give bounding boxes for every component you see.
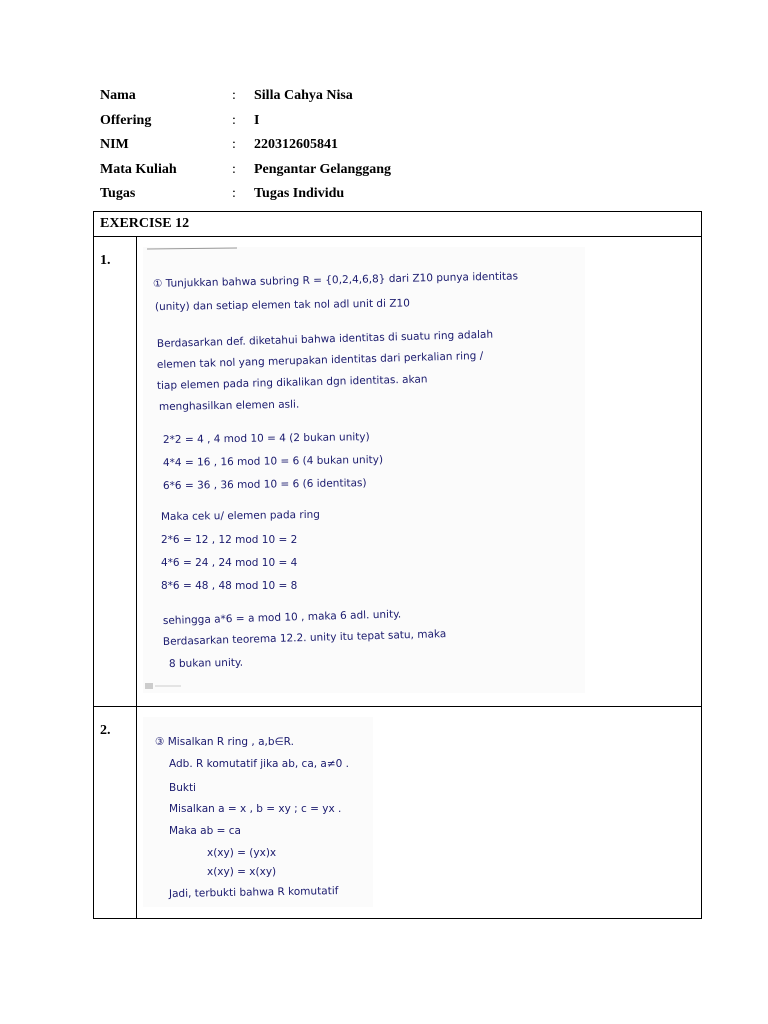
- hw-line: ① Tunjukkan bahwa subring R = {0,2,4,6,8} dari Z10 punya identitas: [152, 270, 519, 290]
- info-row-nim: [100, 133, 391, 158]
- info-colon: :: [232, 112, 236, 128]
- exercise-table: [93, 211, 702, 919]
- info-label: Tugas: [100, 186, 136, 202]
- hw-line: 4*4 = 16 , 16 mod 10 = 6 (4 bukan unity): [162, 453, 384, 469]
- exercise-title: EXERCISE 12: [94, 212, 702, 237]
- info-value: Tugas Individu: [254, 186, 345, 202]
- problem-number: 1.: [100, 253, 111, 268]
- hw-line: 8*6 = 48 , 48 mod 10 = 8: [161, 580, 298, 592]
- hw-line: Adb. R komutatif jika ab, ca, a≠0 .: [169, 758, 350, 770]
- handwritten-answer-1: [137, 237, 702, 707]
- info-row-offering: [100, 109, 391, 134]
- info-label: NIM: [100, 137, 129, 153]
- info-label: Offering: [100, 112, 152, 128]
- scanned-page-2: [137, 707, 701, 913]
- info-value: 220312605841: [254, 137, 338, 153]
- info-label: Nama: [100, 88, 136, 104]
- info-row-nama: [100, 84, 391, 109]
- scan-background: [143, 247, 585, 693]
- hw-line: Maka ab = ca: [169, 825, 241, 837]
- hw-line: Jadi, terbukti bahwa R komutatif: [168, 885, 339, 900]
- problem-number-cell: [94, 237, 137, 707]
- hw-line: tiap elemen pada ring dikalikan dgn identitas. akan: [156, 373, 428, 392]
- hw-line: menghasilkan elemen asli.: [158, 398, 300, 413]
- hw-line: 2*6 = 12 , 12 mod 10 = 2: [161, 534, 298, 546]
- handwritten-answer-2: [137, 707, 702, 919]
- hw-line: 8 bukan unity.: [168, 656, 244, 670]
- hw-line: x(xy) = x(xy): [207, 866, 277, 878]
- hw-line: 6*6 = 36 , 36 mod 10 = 6 (6 identitas): [162, 477, 367, 492]
- scanned-page-1: [137, 237, 701, 701]
- hw-line: Berdasarkan def. diketahui bahwa identitas di suatu ring adalah: [156, 328, 494, 350]
- hw-line: 4*6 = 24 , 24 mod 10 = 4: [161, 557, 298, 569]
- info-row-tugas: [100, 182, 391, 207]
- info-value: I: [254, 112, 260, 128]
- info-colon: :: [232, 137, 236, 153]
- hw-line: Bukti: [169, 782, 196, 794]
- hw-line: x(xy) = (yx)x: [207, 847, 277, 859]
- info-label: Mata Kuliah: [100, 161, 177, 177]
- student-info-table: [100, 84, 391, 207]
- hw-line: Berdasarkan teorema 12.2. unity itu tepat satu, maka: [162, 628, 447, 648]
- problem-number: 2.: [100, 723, 111, 738]
- problem-row-2: [94, 707, 702, 919]
- info-colon: :: [232, 88, 236, 104]
- hw-line: (unity) dan setiap elemen tak nol adl unit di Z10: [154, 297, 410, 313]
- info-colon: :: [232, 186, 236, 202]
- info-value: Pengantar Gelanggang: [254, 161, 392, 177]
- info-colon: :: [232, 161, 236, 177]
- problem-number-cell: [94, 707, 137, 919]
- problem-row-1: [94, 237, 702, 707]
- hw-line: Maka cek u/ elemen pada ring: [160, 508, 320, 523]
- hw-line: sehingga a*6 = a mod 10 , maka 6 adl. unity.: [162, 608, 402, 627]
- exercise-header-row: [94, 212, 702, 237]
- hw-line: elemen tak nol yang merupakan identitas dari perkalian ring /: [156, 349, 484, 371]
- hw-line: ③ Misalkan R ring , a,b∈R.: [155, 736, 294, 748]
- info-row-mata-kuliah: [100, 158, 391, 183]
- hw-line: Misalkan a = x , b = xy ; c = yx .: [169, 803, 342, 815]
- hw-line: 2*2 = 4 , 4 mod 10 = 4 (2 bukan unity): [162, 431, 370, 446]
- info-value: Silla Cahya Nisa: [254, 88, 353, 104]
- scan-mark: [145, 683, 153, 689]
